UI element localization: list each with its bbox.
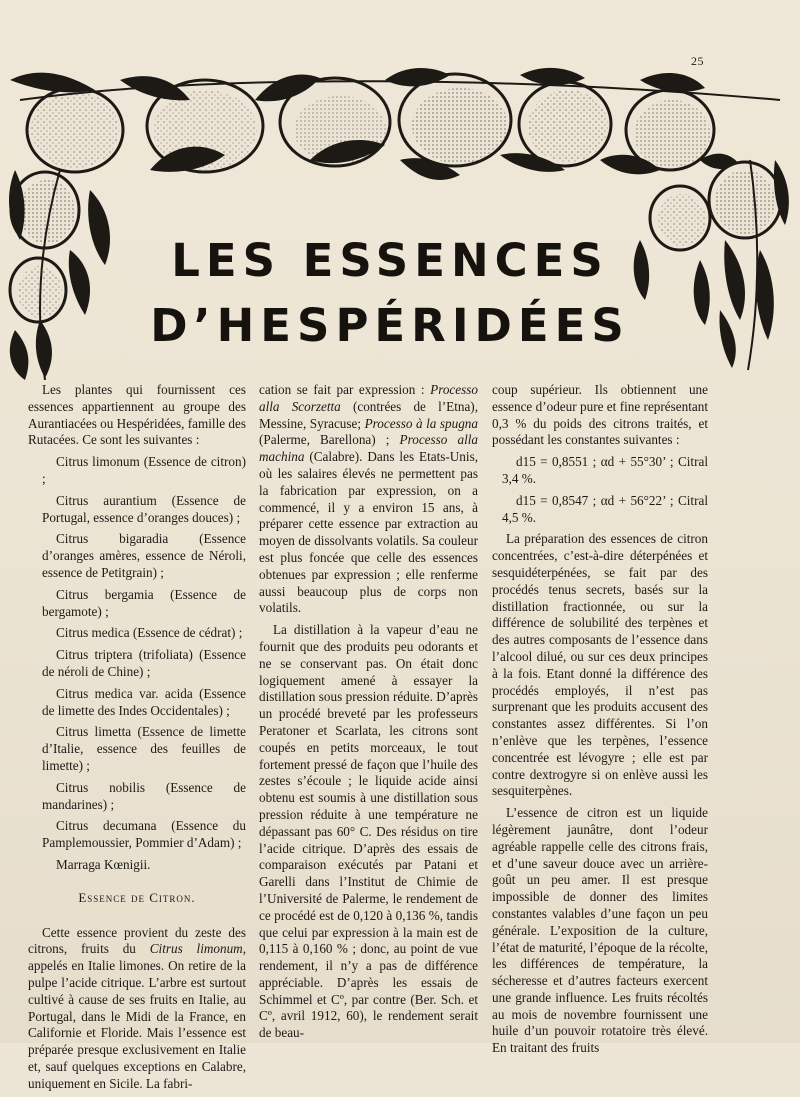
- species-item: Citrus triptera (trifoliata) (Essence de néroli de Chine) ;: [42, 647, 246, 679]
- species-item: Citrus bigaradia (Essence d’oranges amères, essence de Néroli, essence de Petitgrain) ;: [42, 531, 246, 580]
- italic-run: Citrus limonum: [149, 941, 243, 957]
- column-3: [492, 382, 708, 1062]
- species-item: Citrus decumana (Essence du Pamplemoussier, Pommier d’Adam) ;: [42, 818, 246, 851]
- species-item: Citrus aurantium (Essence de Portugal, essence d’oranges douces) ;: [42, 492, 246, 525]
- species-item: Marraga Kœnigii.: [56, 856, 151, 872]
- garland-left: [9, 170, 110, 380]
- body-paragraph: L’essence de citron est un liquide légèrement jaunâtre, dont l’odeur agréable rappelle celle des citrons frais, et d’une saveur douce avec un arrière-goût un peu amer. Il est presque impossible de donner des limites constantes valables d’une façon un peu générale. L’exposition de la culture, l’état de maturité, l’époque de la récolte, les différences de température, la sécheresse et d’autres facteurs exercent une grande influence. Les fruits récoltés au mois de novembre fournissent une huile d’un pouvoir rotatoire très élevé. En traitant des fruits: [492, 805, 708, 1056]
- body-paragraph: [28, 925, 246, 1093]
- column-2: [259, 382, 478, 1047]
- species-item: Citrus limonum (Essence de citron) ;: [42, 454, 246, 486]
- body-paragraph: coup supérieur. Ils obtiennent une essence d’odeur pure et fine représentant 0,3 % du poids des citrons traités, et possédant les constantes suivantes :: [492, 382, 708, 448]
- body-paragraph: La préparation des essences de citron concentrées, c’est-à-dire déterpénées et sesquidéterpénées, se fait par des procédés tenus secrets, basés sur la distillation fractionnée, ou sur la différence de solubilité des terpènes et des autres composants de l’essence dans l’alcool dilué, ou sur ces deux principes à la fois. Etant donné la différence des procédés employés, il n’est pas surprenant que les produits accusent des constantes assez différentes. Si l’on n’enlève que les terpènes, l’essence concentrée est lévogyre ; elle est par contre dextrogyre si on enlève aussi les sesquiterpènes.: [492, 531, 708, 799]
- intro-paragraph: Les plantes qui fournissent ces essences appartiennent au groupe des Aurantiacées ou Hespéridées, famille des Rutacées. Ce sont les suivantes :: [28, 382, 246, 448]
- title-line-1: LES ESSENCES: [171, 234, 609, 287]
- text-run: cation se fait par expression :: [259, 382, 431, 397]
- species-item: Citrus bergamia (Essence de bergamote) ;: [42, 586, 246, 619]
- species-item: Citrus medica var. acida (Essence de limette des Indes Occidentales) ;: [42, 685, 246, 718]
- section-heading: Essence de Citron.: [78, 889, 196, 905]
- column-1: [28, 382, 246, 1097]
- body-paragraph: La distillation à la vapeur d’eau ne fournit que des produits peu odorants et ne se conservant pas. On était donc logiquement amené à essayer la distillation sous pression réduite. D’après un procédé breveté par les professeurs Peratoner et Scarlata, les citrons sont coupés en petits morceaux, le tout fortement pressé de façon que l’huile des zestes s’écoule ; le liquide acide ainsi obtenu est soumis à une distillation sous pression réduite à une température ne dépassant pas 60° C. Des résidus on tire l’acide citrique. D’après des essais de comparaison exécutés par Patani et Garelli dans l’Institut de Chimie de l’Université de Palerme, le rendement de ce procédé est de 0,120 à 0,136 %, tandis que celui par expression à la main est de 0,115 à 0,160 % ; donc, au point de vue rendement, il n’y a pas de différence appréciable. D’après les essais de Schimmel et Cº, par contre (Ber. Sch. et Cº, avril 1912, 60), le rendement serait de beau-: [259, 622, 478, 1041]
- italic-run: Processo alla machina: [259, 432, 479, 465]
- text-run: (Calabre). Dans les Etats-Unis, où les salaires élevés ne permettent pas la fabrication par expression, on a commencé, il y a environ 15 ans, à préparer cette essence par extraction au moyen de dissolvants volatils. Sa couleur est plus foncée que celle des essences obtenues par expression ; elle renferme aussi beaucoup plus de corps non volatils.: [259, 449, 478, 616]
- species-item: Citrus medica (Essence de cédrat) ;: [56, 625, 243, 641]
- title-line-2: D’HESPÉRIDÉES: [150, 299, 630, 352]
- species-item: Citrus limetta (Essence de limette d’Italie, essence des feuilles de limette) ;: [42, 724, 246, 773]
- text-run: Cette essence provient du zeste des citrons, fruits du: [28, 924, 246, 957]
- page-number: 25: [691, 54, 704, 68]
- text-run: , appelés en Italie limones. On retire de la pulpe l’acide citrique. L’arbre est surtout cultivé à cause de ses fruits en Italie, au Portugal, dans le Midi de la France, en Californie et Floride. Mais l’essence est préparée presque exclusivement en Italie et, sauf quelques exceptions en Calabre, uniquement en Sicile. La fabri-: [28, 941, 247, 1091]
- italic-run: Processo alla Scorzetta: [259, 382, 478, 414]
- garland-right: [634, 160, 789, 368]
- italic-run: Processo à la spugna: [364, 415, 478, 431]
- constants-formula: d15 = 0,8547 ; αd + 56°22’ ; Citral 4,5 %.: [502, 492, 708, 525]
- text-run: (Palerme, Barellona) ;: [259, 432, 400, 448]
- constants-formula: d15 = 0,8551 ; αd + 55°30’ ; Citral 3,4 %.: [502, 454, 708, 486]
- species-item: Citrus nobilis (Essence de mandarines) ;: [42, 779, 246, 812]
- body-paragraph: [259, 382, 478, 617]
- text-run: (contrées de l’Etna), Messine, Syracuse;: [259, 398, 478, 431]
